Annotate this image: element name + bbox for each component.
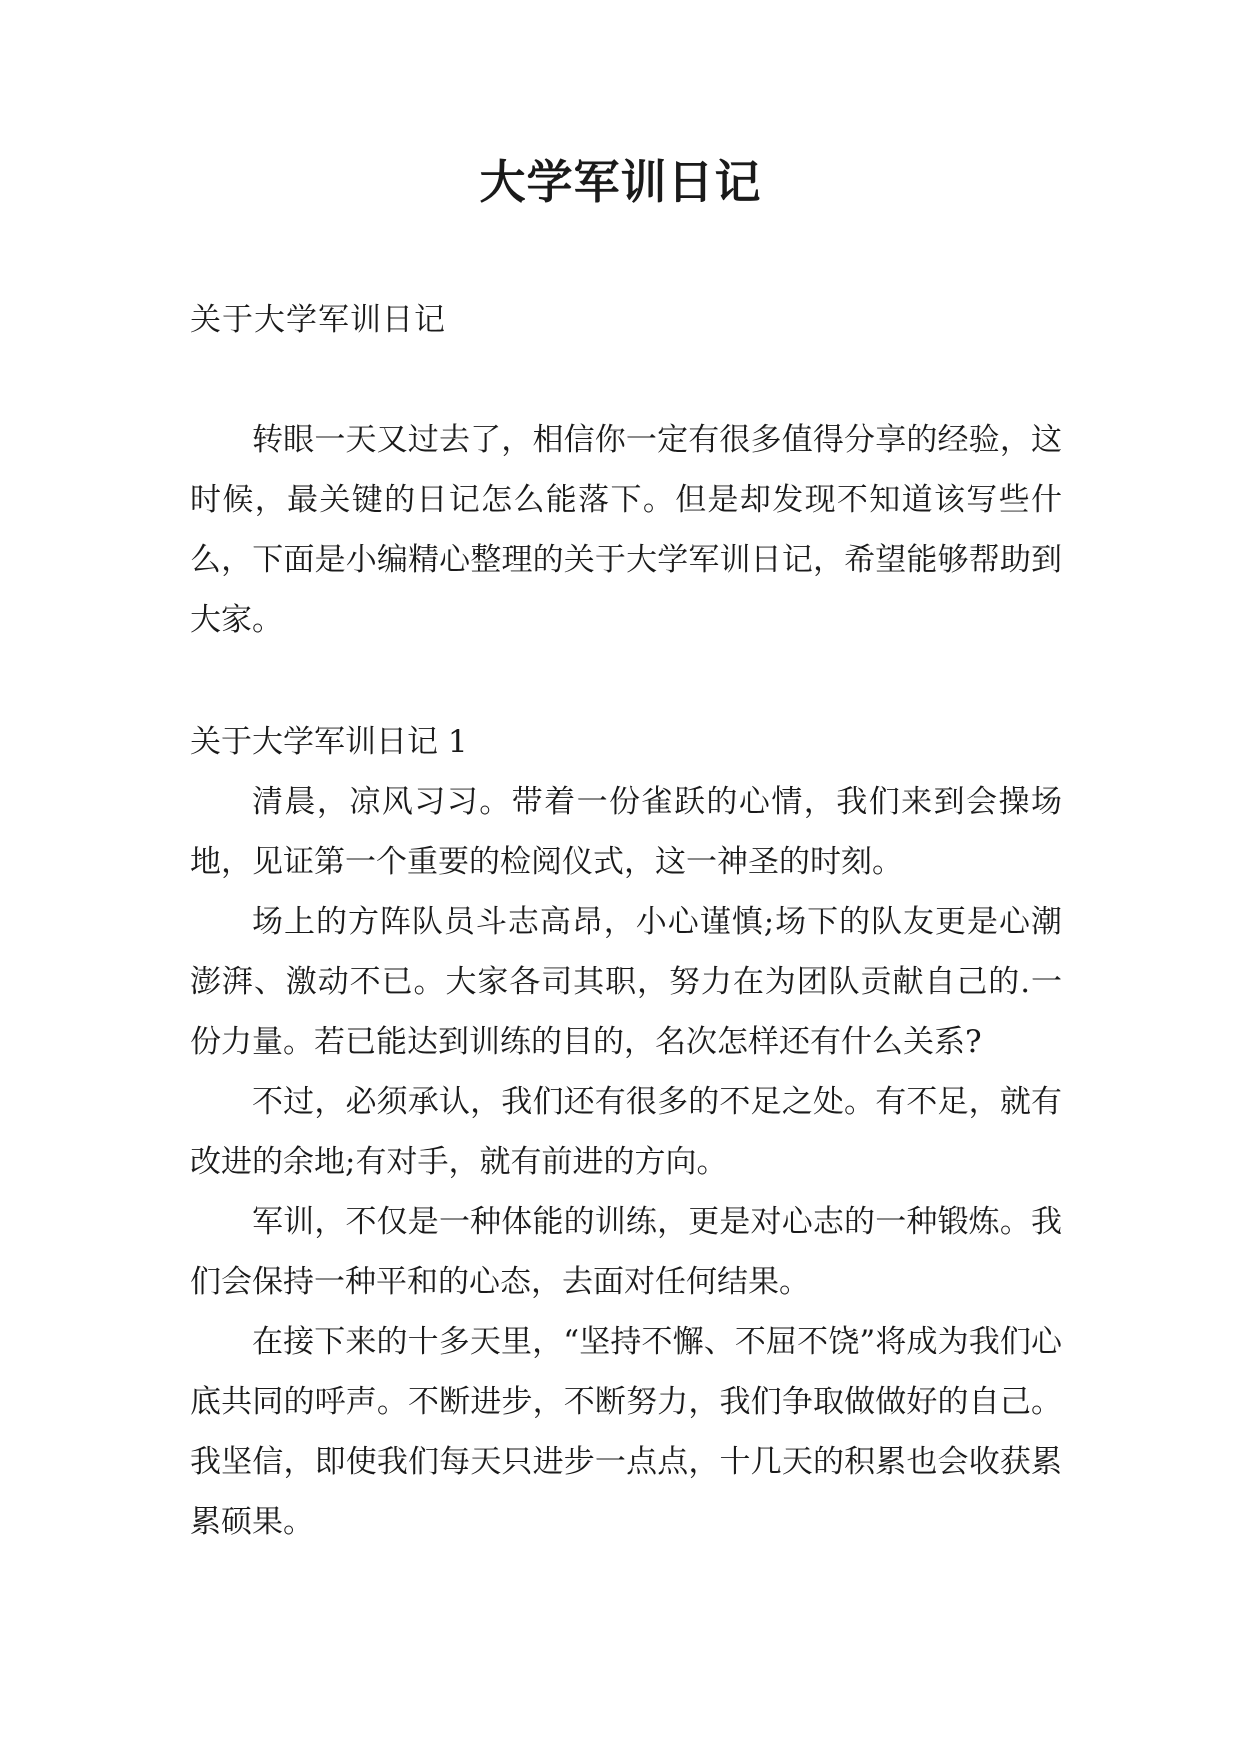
document-body — [190, 290, 1062, 1552]
body-paragraph-4: 军训，不仅是一种体能的训练，更是对心志的一种锻炼。我们会保持一种平和的心态，去面对任何结果。 — [190, 1204, 1062, 1300]
intro-paragraph: 转眼一天又过去了，相信你一定有很多值得分享的经验，这时候，最关键的日记怎么能落下。但是却发现不知道该写些什么，下面是小编精心整理的关于大学军训日记，希望能够帮助到大家。 — [190, 422, 1062, 638]
body-paragraph-1: 清晨，凉风习习。带着一份雀跃的心情，我们来到会操场地，见证第一个重要的检阅仪式，这一神圣的时刻。 — [190, 784, 1062, 880]
body-paragraph-3: 不过，必须承认，我们还有很多的不足之处。有不足，就有改进的余地;有对手，就有前进的方向。 — [190, 1084, 1062, 1180]
body-paragraph-2: 场上的方阵队员斗志高昂，小心谨慎;场下的队友更是心潮澎湃、激动不已。大家各司其职，努力在为团队贡献自己的.一份力量。若已能达到训练的目的，名次怎样还有什么关系? — [190, 904, 1062, 1060]
section-heading: 关于大学军训日记 1 — [190, 724, 468, 760]
body-paragraph-5: 在接下来的十多天里，“坚持不懈、不屈不饶”将成为我们心底共同的呼声。不断进步，不断努力，我们争取做做好的自己。我坚信，即使我们每天只进步一点点，十几天的积累也会收获累累硕果。 — [190, 1324, 1062, 1540]
document-subtitle: 关于大学军训日记 — [190, 302, 446, 338]
document-title: 大学军训日记 — [479, 155, 762, 209]
